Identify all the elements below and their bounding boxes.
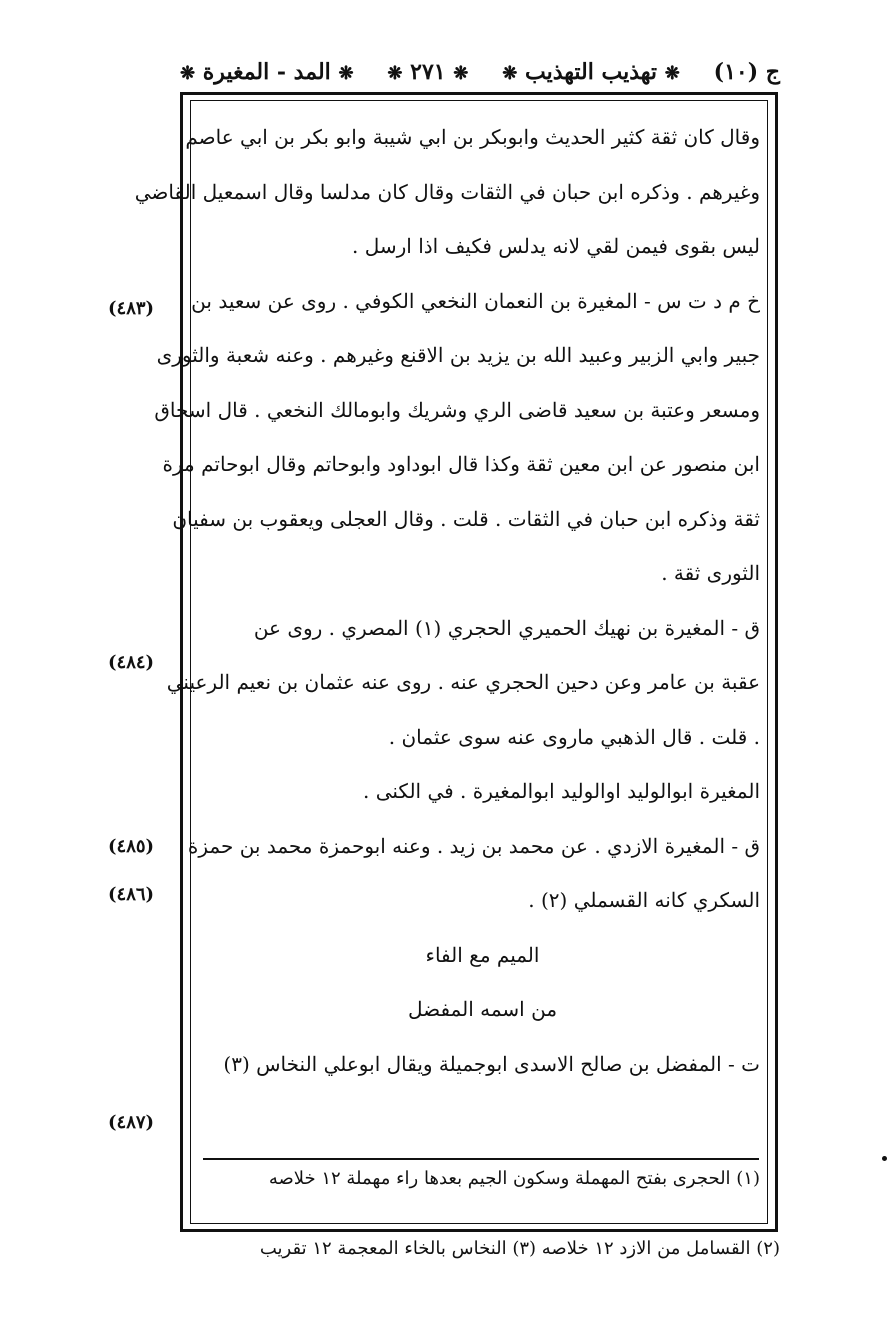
entry-484-heading: ق - المغيرة بن نهيك الحميري الحجري (١) المصري . روى عن xyxy=(253,615,760,640)
footnote-2: (٢) القسامل من الازد ١٢ خلاصه (٣) النخاس بالخاء المعجمة ١٢ تقريب xyxy=(259,1238,780,1259)
entry-483-heading: خ م د ت س - المغيرة بن النعمان النخعي الكوفي . روى عن سعيد بن xyxy=(191,288,760,313)
chapter-heading: الميم مع الفاء xyxy=(425,942,540,967)
text-line: ابن منصور عن ابن معين ثقة وكذا قال ابوداود وابوحاتم وقال ابوحاتم مرة xyxy=(162,452,760,476)
entry-number: (٤٨٣) xyxy=(108,298,155,319)
text-line: وغيرهم . وذكره ابن حبان في الثقات وقال كان مدلسا وقال اسمعيل القاضي xyxy=(134,179,760,204)
footnote-divider xyxy=(203,1158,759,1160)
entry-487-heading: ت - المفضل بن صالح الاسدى ابوجميلة ويقال ابوعلي النخاس (٣) xyxy=(223,1051,760,1076)
text-line: . قلت . قال الذهبي ماروى عنه سوى عثمان . xyxy=(388,724,760,749)
text-line: السكري كانه القسملي (٢) . xyxy=(528,888,760,912)
volume-label: ج (١٠) xyxy=(713,59,780,85)
section-title: ❋ المد - المغيرة ❋ xyxy=(180,59,354,85)
text-line: وقال كان ثقة كثير الحديث وابوبكر بن ابي شيبة وابو بكر بن ابي عاصم xyxy=(185,125,760,149)
entry-486-heading: ق - المغيرة الازدي . عن محمد بن زيد . وعنه ابوحمزة محمد بن حمزة xyxy=(187,833,760,858)
subchapter-heading: من اسمه المفضل xyxy=(407,997,558,1021)
entry-number: (٤٨٥) xyxy=(108,836,155,857)
text-line: عقبة بن عامر وعن دحين الحجري عنه . روى عنه عثمان بن نعيم الرعيني xyxy=(166,670,760,694)
entry-number: (٤٨٦) xyxy=(108,884,155,905)
page-number: ❋ ٢٧١ ❋ xyxy=(387,59,469,85)
entry-number: (٤٨٧) xyxy=(108,1112,155,1133)
margin-dot xyxy=(882,1156,887,1161)
text-line: الثورى ثقة . xyxy=(661,561,760,585)
page-header xyxy=(180,52,780,92)
entry-485-heading: المغيرة ابوالوليد اوالوليد ابوالمغيرة . في الكنى . xyxy=(362,779,760,803)
text-line: ثقة وذكره ابن حبان في الثقات . قلت . وقال العجلى ويعقوب بن سفيان xyxy=(172,506,760,531)
book-title: ❋ تهذيب التهذيب ❋ xyxy=(502,59,680,85)
text-line: ليس بقوى فيمن لقي لانه يدلس فكيف اذا ارسل . xyxy=(352,234,760,258)
entry-number: (٤٨٤) xyxy=(108,652,155,673)
text-line: ومسعر وعتبة بن سعيد قاضى الري وشريك وابومالك النخعي . قال اسحاق xyxy=(154,397,760,422)
text-line: جبير وابي الزبير وعبيد الله بن يزيد بن الاقنع وغيرهم . وعنه شعبة والثورى xyxy=(156,343,760,367)
body-text xyxy=(134,110,760,1091)
footnote-1: (١) الحجرى بفتح المهملة وسكون الجيم بعدها راء مهملة ١٢ خلاصه xyxy=(268,1168,760,1189)
